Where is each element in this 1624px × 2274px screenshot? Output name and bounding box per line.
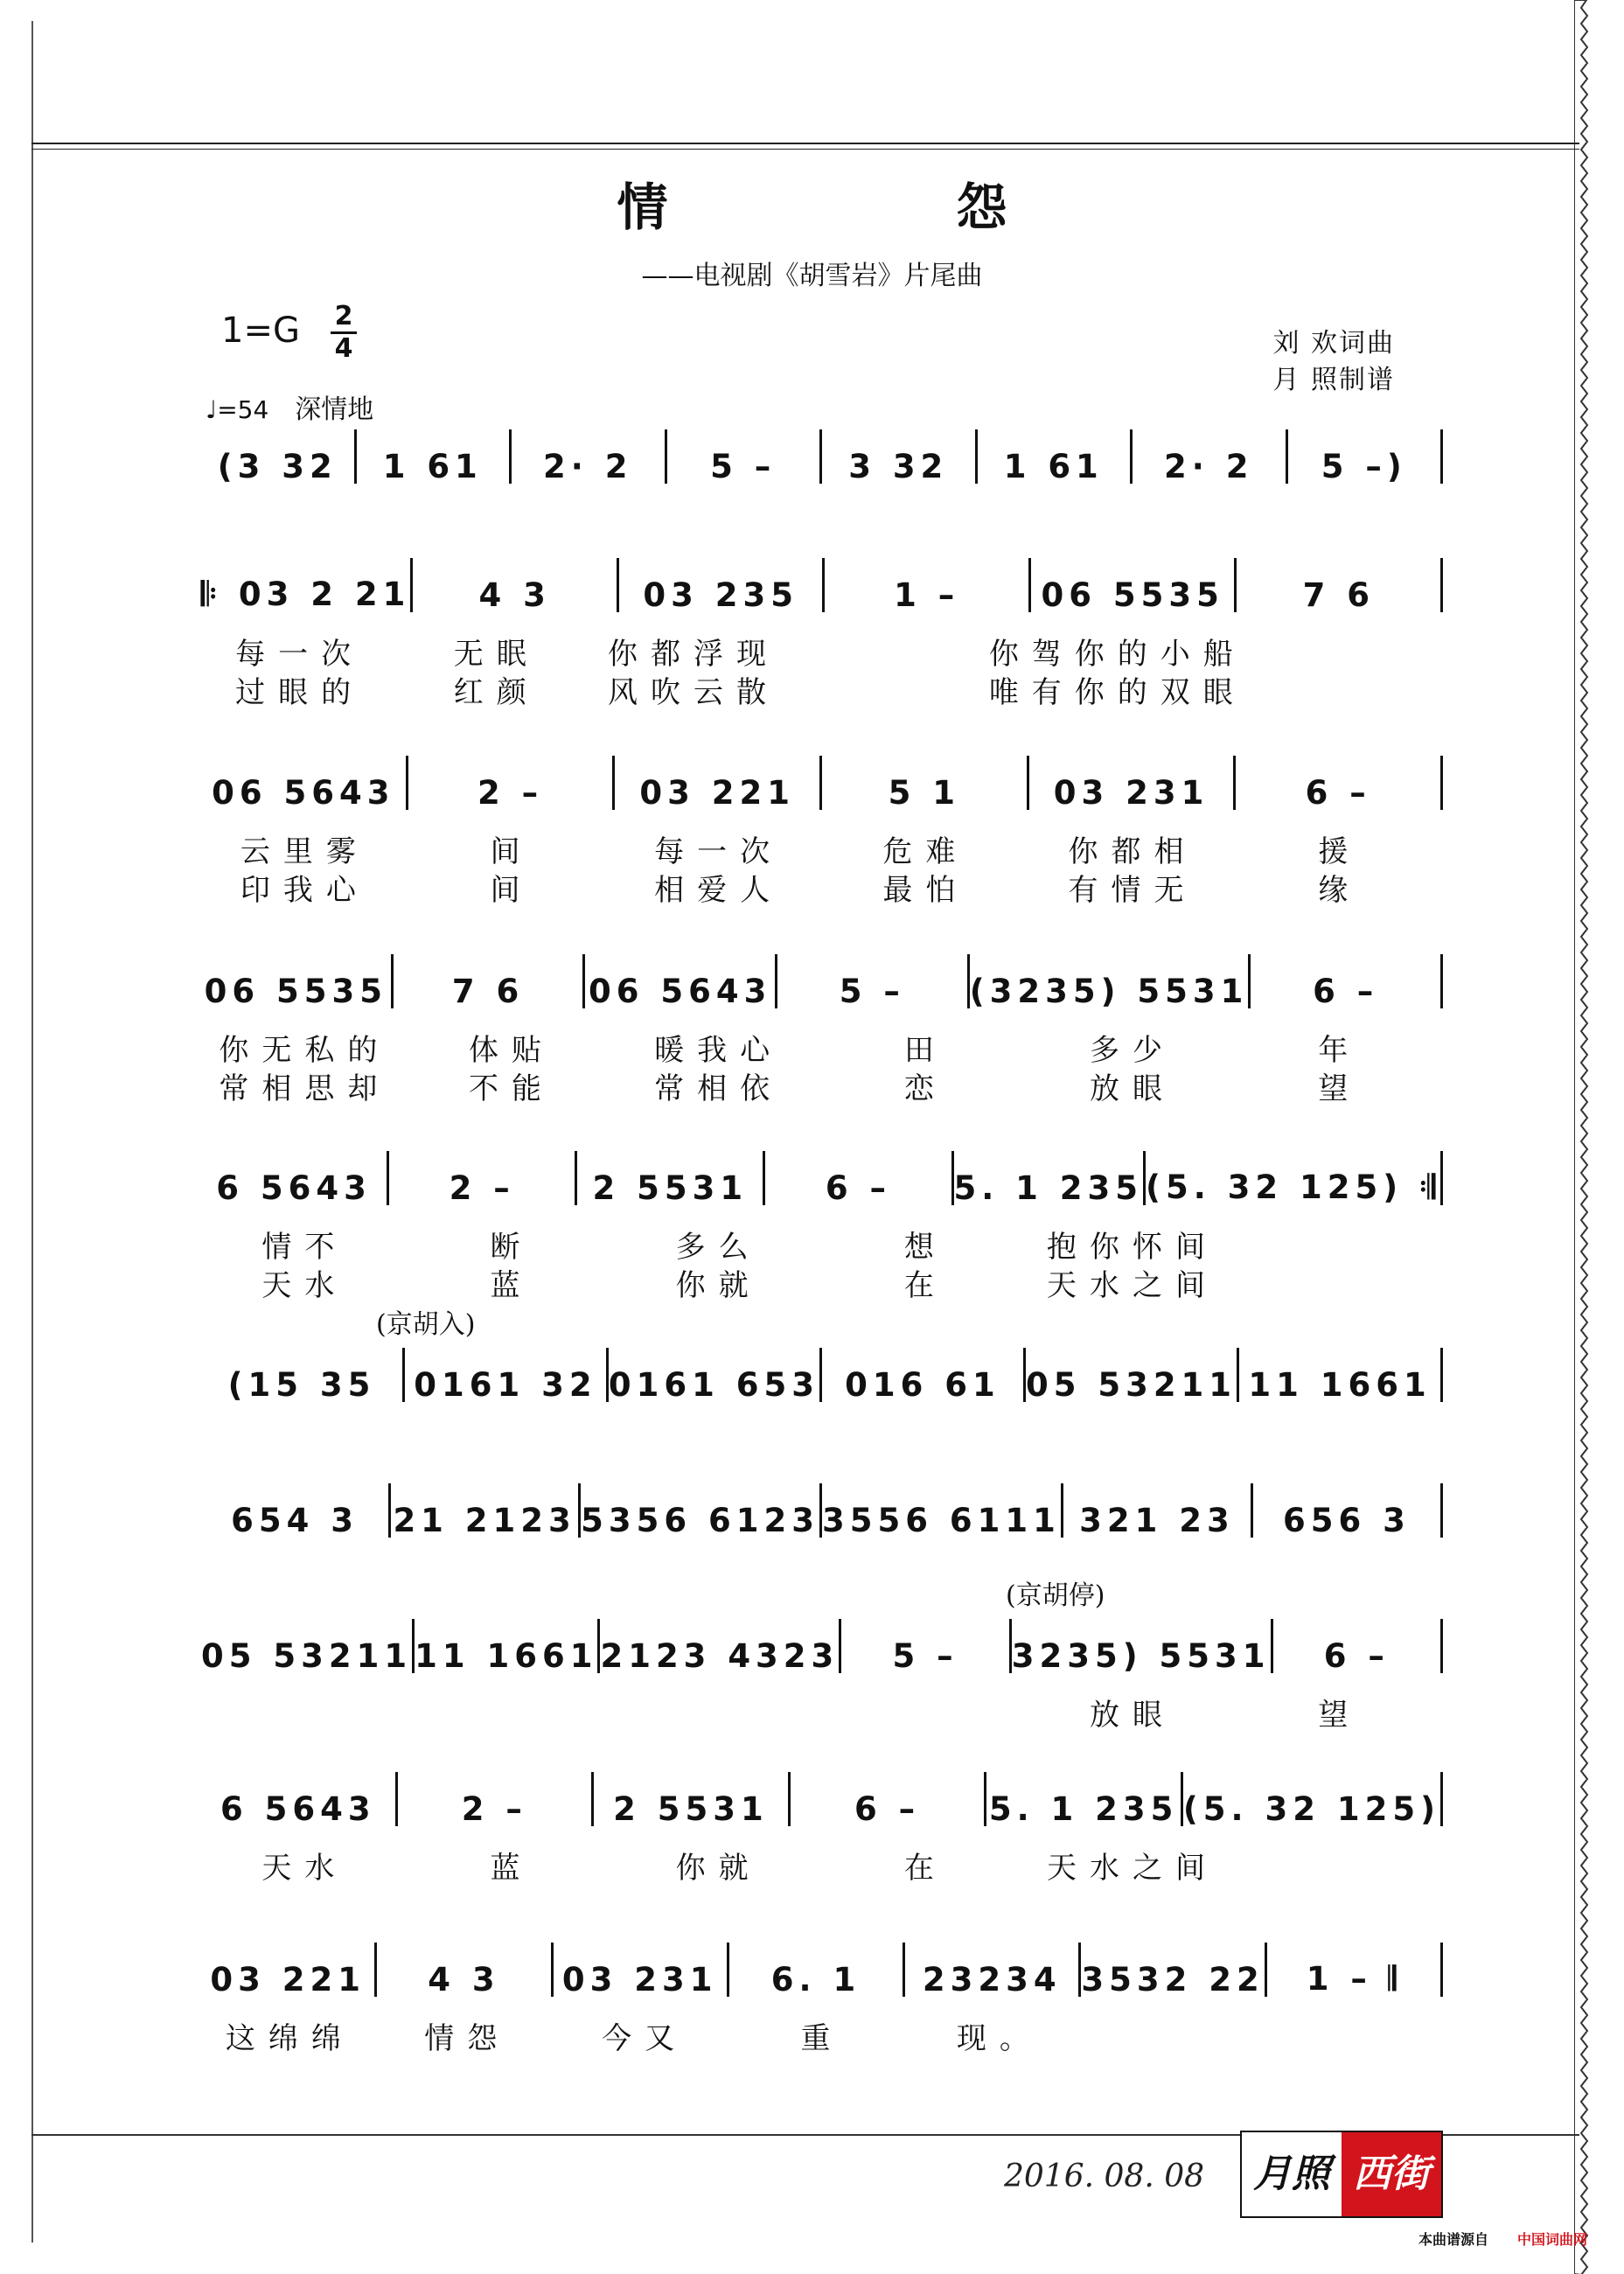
lyric-segment: 这绵绵 bbox=[225, 2021, 354, 2056]
measure: 2 5531 bbox=[613, 1790, 769, 1828]
lyric-segment bbox=[408, 1691, 616, 1733]
lyric-segment: 有情无 bbox=[1068, 873, 1197, 908]
measure: 2 – bbox=[449, 1169, 515, 1207]
performance-annotation: (京胡入) bbox=[376, 1309, 476, 1340]
measure: (3 32 bbox=[217, 448, 338, 485]
lyrics-verse-1 bbox=[201, 1026, 1443, 1069]
key-signature: 1=G bbox=[221, 310, 300, 351]
measure: 6 – bbox=[1323, 1637, 1390, 1675]
measure: 6 5643 bbox=[216, 1169, 372, 1207]
lyric-segment: 多少 bbox=[1090, 1033, 1176, 1068]
seal-left-text: 月照 bbox=[1242, 2132, 1342, 2216]
credits-block bbox=[1272, 325, 1395, 399]
measure: 06 5643 bbox=[212, 774, 395, 812]
lyric-segment: 田 bbox=[903, 1033, 947, 1068]
measure: 3532 22 bbox=[1081, 1961, 1265, 1998]
measure: 1 61 bbox=[382, 448, 483, 485]
measure: 11 1661 bbox=[415, 1637, 598, 1675]
barline-end bbox=[1440, 1348, 1443, 1402]
lyric-segment: 重 bbox=[800, 2021, 844, 2056]
lyric-segment: 唯有你的双眼 bbox=[988, 675, 1246, 710]
lyric-segment: 你驾你的小船 bbox=[988, 637, 1246, 672]
measure: 656 3 bbox=[1283, 1502, 1411, 1539]
lyric-segment bbox=[201, 1691, 408, 1733]
header-rule-bottom bbox=[31, 149, 1579, 150]
lyric-segment: 每一次 bbox=[654, 834, 784, 869]
measure: 03 235 bbox=[643, 576, 798, 614]
lyrics-verse-1 bbox=[201, 1844, 1443, 1887]
header-rule-top bbox=[31, 143, 1579, 144]
measure: 3556 6111 bbox=[822, 1502, 1061, 1539]
notation-row-4 bbox=[201, 949, 1443, 1010]
lyric-segment: 在 bbox=[903, 1851, 947, 1886]
barline-end bbox=[1440, 1483, 1443, 1538]
lyric-segment: 年 bbox=[1318, 1033, 1362, 1068]
credit-notation: 月 照制谱 bbox=[1272, 365, 1395, 395]
lyric-segment: 望 bbox=[1318, 1071, 1362, 1106]
lyric-segment bbox=[822, 1691, 1029, 1733]
measure: 06 5643 bbox=[589, 973, 772, 1010]
lyric-segment bbox=[1265, 2014, 1443, 2057]
lyric-segment: 援 bbox=[1318, 834, 1362, 869]
lyric-segment: 天水之间 bbox=[1047, 1851, 1219, 1886]
notation-row-10 bbox=[201, 1937, 1443, 1998]
lyric-segment: 暖我心 bbox=[654, 1033, 784, 1068]
measure: 6 – bbox=[1313, 973, 1379, 1010]
lyrics-verse-1 bbox=[201, 630, 1443, 673]
lyric-segment bbox=[1236, 1223, 1443, 1266]
lyrics-verse-2 bbox=[201, 866, 1443, 909]
lyric-segment: 每一次 bbox=[235, 637, 365, 672]
lyric-segment: 你就 bbox=[675, 1268, 762, 1303]
lyric-segment bbox=[1088, 2014, 1265, 2057]
lyric-segment: 最怕 bbox=[882, 873, 969, 908]
measure: 2 – bbox=[461, 1790, 527, 1828]
torn-edge-border bbox=[1574, 0, 1624, 2274]
notation-row-3 bbox=[201, 750, 1443, 812]
lyric-segment: 你无私的 bbox=[219, 1033, 391, 1068]
credit-lyrics-music: 刘 欢词曲 bbox=[1272, 328, 1395, 359]
lyric-segment: 在 bbox=[903, 1268, 947, 1303]
measure: 5 – bbox=[839, 973, 905, 1010]
lyric-segment: 风吹云散 bbox=[608, 675, 779, 710]
barline-end bbox=[1440, 756, 1443, 810]
time-signature bbox=[331, 303, 357, 362]
lyrics-verse-1 bbox=[201, 1691, 1443, 1733]
lyric-segment: 蓝 bbox=[490, 1851, 533, 1886]
measure: 5. 1 235 bbox=[953, 1169, 1144, 1207]
source-prefix: 本曲谱源自 bbox=[1418, 2231, 1489, 2248]
measure: 4 3 bbox=[478, 576, 551, 614]
time-signature-top: 2 bbox=[334, 301, 353, 331]
lyric-segment: 云里雾 bbox=[240, 834, 369, 869]
lyric-segment: 你都浮现 bbox=[608, 637, 779, 672]
lyric-segment: 天水 bbox=[261, 1268, 348, 1303]
lyrics-verse-2 bbox=[201, 1064, 1443, 1107]
measure: 1 – bbox=[894, 576, 960, 614]
performance-annotation: (京胡停) bbox=[1006, 1580, 1105, 1611]
measure: 23234 bbox=[922, 1961, 1062, 1998]
lyric-segment: 天水之间 bbox=[1047, 1268, 1219, 1303]
measure: 016 61 bbox=[845, 1366, 1000, 1404]
source-site-link[interactable]: 中国词曲网 bbox=[1517, 2231, 1588, 2248]
measure: 03 221 bbox=[639, 774, 795, 812]
measure: (5. 32 125) bbox=[1182, 1790, 1440, 1828]
barline-end bbox=[1440, 429, 1443, 484]
measure: 2· 2 bbox=[1164, 448, 1254, 485]
lyric-segment: 缘 bbox=[1318, 873, 1362, 908]
lyrics-verse-2 bbox=[201, 1261, 1443, 1304]
measure: 5 – bbox=[710, 448, 777, 485]
lyric-segment bbox=[792, 668, 989, 711]
measure: 3 32 bbox=[848, 448, 949, 485]
lyric-segment: 蓝 bbox=[490, 1268, 533, 1303]
measure: 6 – bbox=[854, 1790, 921, 1828]
lyric-segment: 想 bbox=[903, 1230, 947, 1265]
lyric-segment: 印我心 bbox=[240, 873, 369, 908]
lyric-segment: 无眠 bbox=[453, 637, 540, 672]
lyric-segment: 常相依 bbox=[654, 1071, 784, 1106]
lyric-segment: 你就 bbox=[675, 1851, 762, 1886]
lyric-segment: 情怨 bbox=[424, 2021, 511, 2056]
measure: 06 5535 bbox=[204, 973, 388, 1010]
measure: 3235) 5531 bbox=[1011, 1637, 1271, 1675]
lyric-segment bbox=[792, 630, 989, 673]
measure: 7 6 bbox=[1302, 576, 1375, 614]
measure: (3235) 5531 bbox=[969, 973, 1249, 1010]
measure: 1 61 bbox=[1003, 448, 1104, 485]
measure: 0161 653 bbox=[608, 1366, 819, 1404]
lyric-segment: 情不 bbox=[261, 1230, 348, 1265]
lyric-segment: 常相思却 bbox=[219, 1071, 391, 1106]
notation-row-8 bbox=[201, 1614, 1443, 1675]
lyrics-verse-1 bbox=[201, 827, 1443, 870]
measure: 6. 1 bbox=[770, 1961, 861, 1998]
measure: 6 – bbox=[825, 1169, 891, 1207]
measure: 𝄆 03 2 21 bbox=[201, 575, 411, 613]
lyric-segment bbox=[1246, 630, 1443, 673]
song-title: 情怨 bbox=[617, 178, 1296, 237]
lyric-segment: 间 bbox=[490, 834, 533, 869]
barline-end bbox=[1440, 558, 1443, 612]
lyric-segment: 红颜 bbox=[453, 675, 540, 710]
lyric-segment: 放眼 bbox=[1090, 1071, 1176, 1106]
measure: 03 231 bbox=[561, 1961, 718, 1998]
seal-stamp bbox=[1240, 2131, 1443, 2218]
measure: 03 221 bbox=[210, 1961, 366, 1998]
measure: 21 2123 bbox=[393, 1502, 576, 1539]
measure: 2· 2 bbox=[543, 448, 633, 485]
tempo-value: ♩=54 bbox=[206, 395, 269, 424]
lyric-segment: 你都相 bbox=[1068, 834, 1197, 869]
barline-end bbox=[1440, 1943, 1443, 1997]
score-date: 2016. 08. 08 bbox=[1004, 2159, 1205, 2194]
measure: 5356 6123 bbox=[581, 1502, 819, 1539]
lyric-segment: 相爱人 bbox=[654, 873, 784, 908]
measure: 1 – 𝄂 bbox=[1306, 1960, 1402, 1998]
barline-end bbox=[1440, 1151, 1443, 1205]
lyric-segment: 抱你怀间 bbox=[1047, 1230, 1219, 1265]
measure: 321 23 bbox=[1079, 1502, 1235, 1539]
lyric-segment: 间 bbox=[490, 873, 533, 908]
measure: 06 5535 bbox=[1041, 576, 1224, 614]
expression-marking: 深情地 bbox=[295, 394, 374, 425]
lyric-segment: 今又 bbox=[602, 2021, 688, 2056]
measure: 5 – bbox=[892, 1637, 958, 1675]
lyrics-verse-2 bbox=[201, 668, 1443, 711]
notation-row-5 bbox=[201, 1146, 1443, 1207]
lyric-segment: 多么 bbox=[675, 1230, 762, 1265]
lyric-segment: 天水 bbox=[261, 1851, 348, 1886]
lyric-segment: 危难 bbox=[882, 834, 969, 869]
seal-right-text: 西街 bbox=[1342, 2132, 1441, 2216]
time-signature-bottom: 4 bbox=[334, 333, 353, 364]
song-subtitle: ——电视剧《胡雪岩》片尾曲 bbox=[641, 261, 983, 291]
lyric-segment bbox=[1246, 668, 1443, 711]
measure: (5. 32 125) 𝄇 bbox=[1146, 1168, 1441, 1206]
measure: 11 1661 bbox=[1248, 1366, 1432, 1404]
measure: 5 1 bbox=[888, 774, 961, 812]
measure: 6 – bbox=[1305, 774, 1371, 812]
lyrics-verse-1 bbox=[201, 2014, 1443, 2057]
measure: (15 35 bbox=[227, 1366, 376, 1404]
barline-end bbox=[1440, 954, 1443, 1008]
lyric-segment: 放眼 bbox=[1090, 1698, 1176, 1733]
measure: 2 5531 bbox=[592, 1169, 749, 1207]
notation-row-1 bbox=[201, 424, 1443, 485]
barline-end bbox=[1440, 1772, 1443, 1826]
measure: 2123 4323 bbox=[600, 1637, 840, 1675]
lyric-segment: 恋 bbox=[903, 1071, 947, 1106]
measure: 5. 1 235 bbox=[988, 1790, 1179, 1828]
measure: 05 53211 bbox=[1025, 1366, 1237, 1404]
measure: 7 6 bbox=[451, 973, 525, 1010]
measure: 2 – bbox=[477, 774, 544, 812]
measure: 05 53211 bbox=[201, 1637, 413, 1675]
measure: 4 3 bbox=[428, 1961, 500, 1998]
lyric-segment bbox=[615, 1691, 822, 1733]
lyrics-verse-1 bbox=[201, 1223, 1443, 1266]
measure: 654 3 bbox=[231, 1502, 359, 1539]
lyric-segment: 现。 bbox=[956, 2021, 1042, 2056]
lyric-segment bbox=[1236, 1844, 1443, 1887]
measure: 03 231 bbox=[1053, 774, 1209, 812]
notation-row-6 bbox=[201, 1343, 1443, 1404]
lyric-segment: 体贴 bbox=[469, 1033, 554, 1068]
notation-row-2 bbox=[201, 553, 1443, 614]
measure: 5 –) bbox=[1321, 448, 1407, 485]
lyric-segment: 过眼的 bbox=[235, 675, 365, 710]
measure: 0161 32 bbox=[414, 1366, 597, 1404]
notation-row-7 bbox=[201, 1478, 1443, 1539]
lyric-segment: 望 bbox=[1318, 1698, 1362, 1733]
lyric-segment: 不能 bbox=[469, 1071, 554, 1106]
barline-end bbox=[1440, 1619, 1443, 1673]
lyric-segment: 断 bbox=[490, 1230, 533, 1265]
measure: 6 5643 bbox=[220, 1790, 376, 1828]
tempo-marking bbox=[206, 387, 373, 426]
notation-row-9 bbox=[201, 1767, 1443, 1828]
lyric-segment bbox=[1236, 1261, 1443, 1304]
